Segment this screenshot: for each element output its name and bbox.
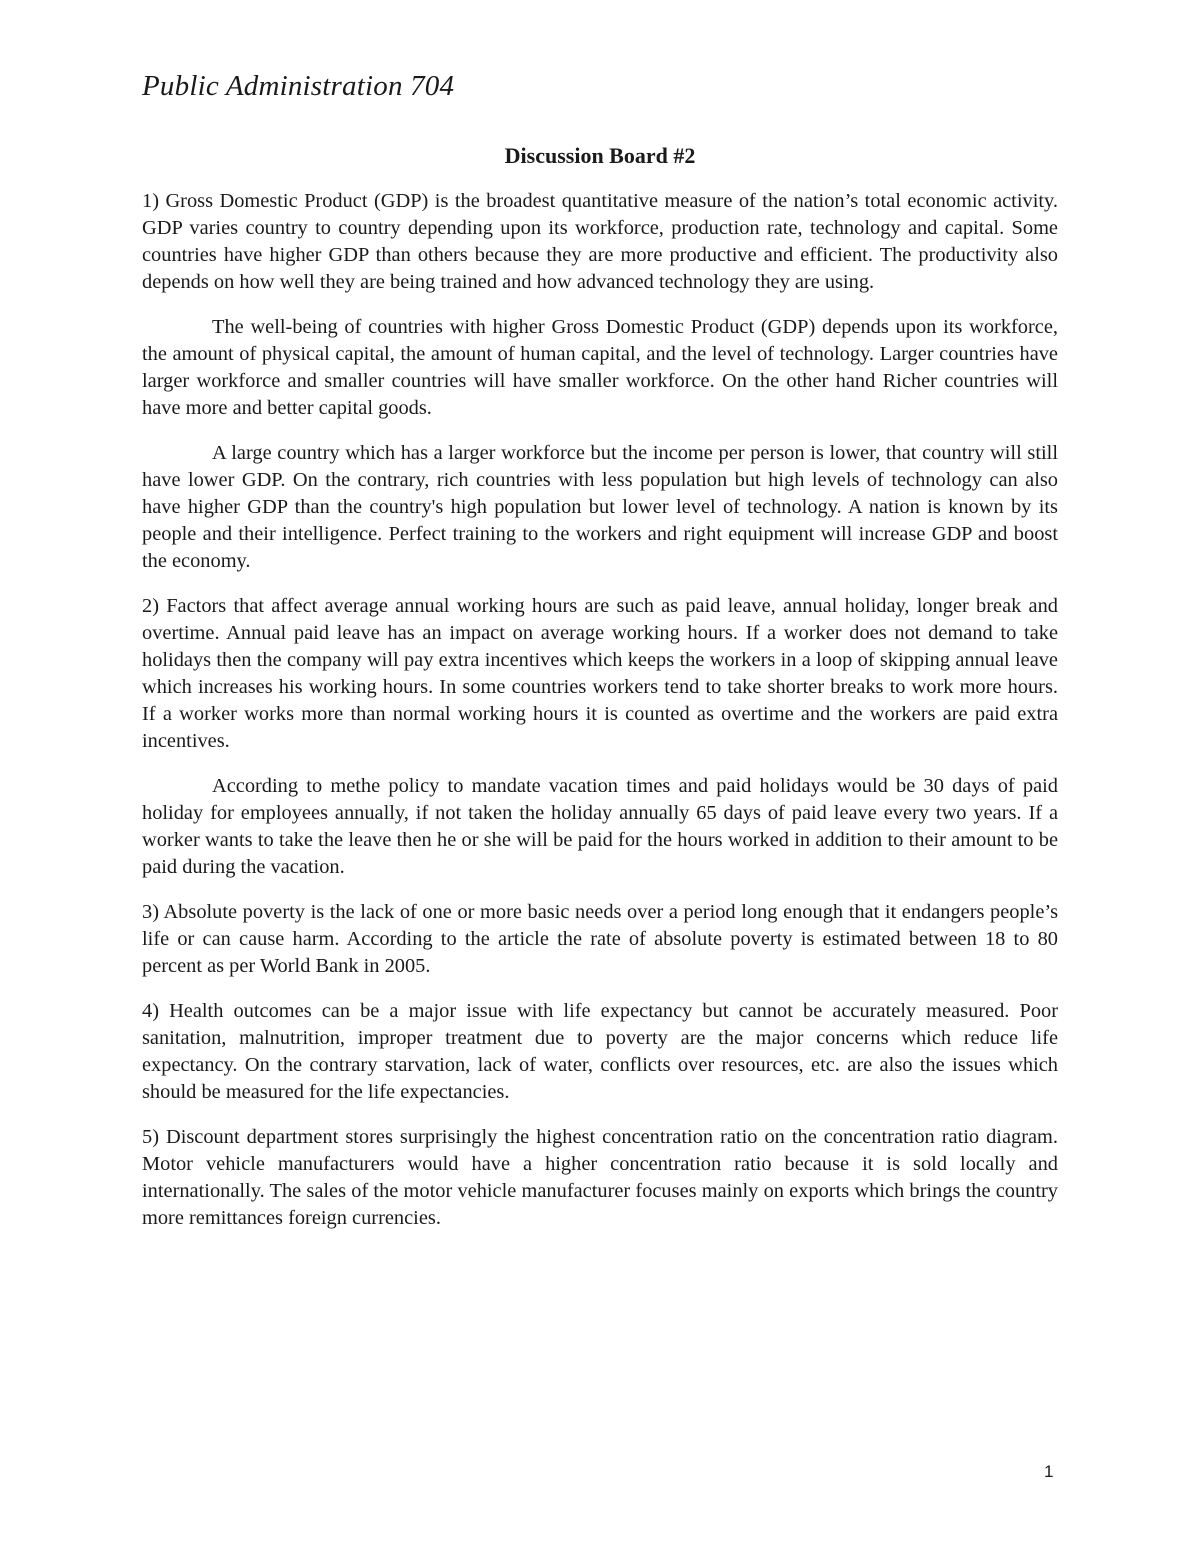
paragraph-q4-health: 4) Health outcomes can be a major issue with life expectancy but cannot be accurately measured. Poor sanitation, malnutrition, improper treatment due to poverty are the major concerns which reduce life expectancy. On the contrary starvation, lack of water, conflicts over resources, etc. are also the issues which should be measured for the life expectancies. [142, 1000, 1058, 1103]
paragraph-wellbeing: The well-being of countries with higher Gross Domestic Product (GDP) depends upon its workforce, the amount of physical capital, the amount of human capital, and the level of technology. Larger countries have larger workforce and smaller countries will have smaller workforce. On the other hand Richer countries will have more and better capital goods. [142, 316, 1058, 419]
paragraph-q3-poverty: 3) Absolute poverty is the lack of one or more basic needs over a period long enough that it endangers people’s life or can cause harm. According to the article the rate of absolute poverty is estimated between 18 to 80 percent as per World Bank in 2005. [142, 901, 1058, 977]
paragraph-q1-gdp: 1) Gross Domestic Product (GDP) is the broadest quantitative measure of the nation’s total economic activity. GDP varies country to country depending upon its workforce, production rate, technology and capital. Some countries have higher GDP than others because they are more productive and efficient. The productivity also depends on how well they are being trained and how advanced technology they are using. [142, 190, 1058, 293]
document-title: Discussion Board #2 [504, 143, 696, 168]
paragraph-vacation-policy: According to methe policy to mandate vacation times and paid holidays would be 30 days of paid holiday for employees annually, if not taken the holiday annually 65 days of paid leave every two years. If a worker wants to take the leave then he or she will be paid for the hours worked in addition to their amount to be paid during the vacation. [142, 775, 1058, 878]
page-number: 1 [1044, 1462, 1054, 1481]
paragraph-q2-working-hours: 2) Factors that affect average annual working hours are such as paid leave, annual holiday, longer break and overtime. Annual paid leave has an impact on average working hours. If a worker does not demand to take holidays then the company will pay extra incentives which keeps the workers in a loop of skipping annual leave which increases his working hours. In some countries workers tend to take shorter breaks to work more hours. If a worker works more than normal working hours it is counted as overtime and the workers are paid extra incentives. [142, 595, 1058, 752]
course-header: Public Administration 704 [142, 70, 455, 102]
document-body [142, 188, 1058, 1250]
paragraph-large-country: A large country which has a larger workforce but the income per person is lower, that country will still have lower GDP. On the contrary, rich countries with less population but high levels of technology can also have higher GDP than the country's high population but lower level of technology. A nation is known by its people and their intelligence. Perfect training to the workers and right equipment will increase GDP and boost the economy. [142, 442, 1058, 572]
paragraph-q5-concentration: 5) Discount department stores surprisingly the highest concentration ratio on the concentration ratio diagram. Motor vehicle manufacturers would have a higher concentration ratio because it is sold locally and internationally. The sales of the motor vehicle manufacturer focuses mainly on exports which brings the country more remittances foreign currencies. [142, 1126, 1058, 1229]
